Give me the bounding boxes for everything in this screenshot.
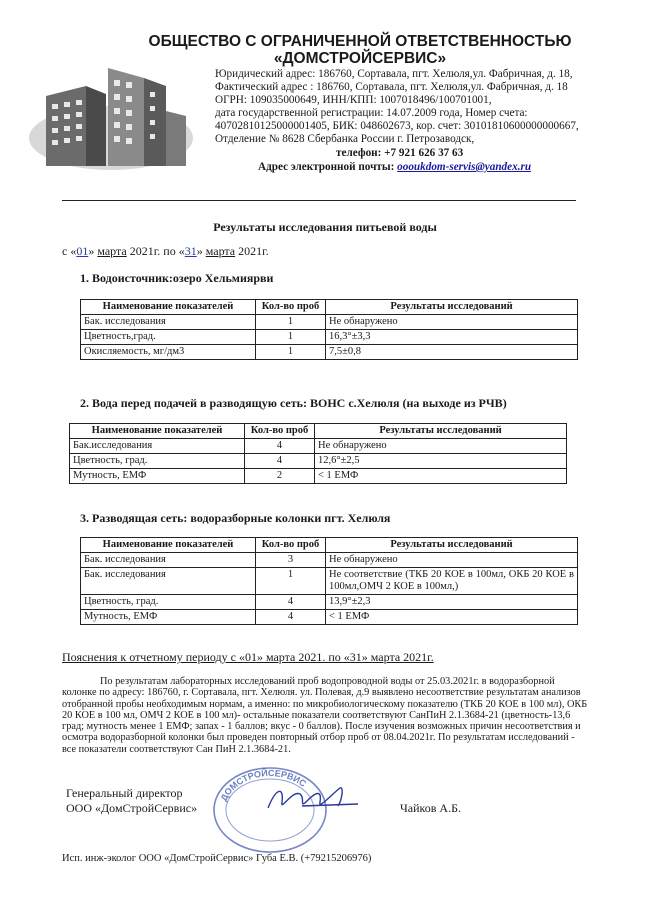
table-row <box>81 568 578 595</box>
table-row <box>70 469 567 484</box>
cell-samples: 1 <box>256 315 326 330</box>
section-heading-3: 3. Разводящая сеть: водоразборные колонки пгт. Хелюля <box>80 511 391 525</box>
legal-address: Юридический адрес: 186760, Сортавала, пгт. Хелюля,ул. Фабричная, д. 18, <box>215 68 573 80</box>
cell-indicator: Бак. исследования <box>81 553 256 568</box>
email-line <box>258 161 531 174</box>
cell-result: Не обнаружено <box>326 553 578 568</box>
cell-samples: 4 <box>256 595 326 610</box>
col-header-samples: Кол-во проб <box>256 300 326 315</box>
results-table-2 <box>69 423 567 484</box>
cell-result: Не соответствие (ТКБ 20 КОЕ в 100мл, ОКБ 20 КОЕ в 100мл,ОМЧ 2 КОЕ в 100мл,) <box>326 568 578 595</box>
cell-indicator: Цветность, град. <box>81 595 256 610</box>
signer-role-line2: ООО «ДомСтройСервис» <box>66 801 198 815</box>
table-row <box>81 595 578 610</box>
table-header-row <box>81 300 578 315</box>
cell-indicator: Цветность, град. <box>70 454 245 469</box>
executor-footer: Исп. инж-эколог ООО «ДомСтройСервис» Губа Е.В. (+79215206976) <box>62 853 372 864</box>
notes-paragraph: По результатам лабораторных исследований проб водопроводной воды от 25.03.2021г. в водоразборной колонке по адресу: 186760, г. Сортавала, пгт. Хелюля. ул. Полевая, д.9 выявлено несоответствие результатам анализов отобранной пробы необходимым нормам, а именно: по микробиологическому показателю (ТКБ 20 КОЕ в 100 мл), ОКБ 20 КОЕ в 100 мл, ОМЧ 2 КОЕ в 100 мл)- остальные показатели соответствуют СанПиН 2.1.3684-21 (цветность-13,6 град; мутность менее 1 ЕМФ; запах - 1 баллов; вкус - 0 баллов). После изучения возможных причин несоответствия и осмотра водоразборной колонки был проведен повторный отбор проб от 08.04.2021г. По результатам исследований - все показатели соответствуют Сан ПиН 2.1.3684-21. <box>62 676 588 755</box>
director-signature <box>262 780 362 818</box>
period-year-end: 2021г. <box>235 244 269 258</box>
bank-branch: Отделение № 8628 Сбербанка России г. Петрозаводск, <box>215 133 475 145</box>
period-day-start: 01 <box>76 244 89 258</box>
cell-result: < 1 ЕМФ <box>315 469 567 484</box>
cell-samples: 1 <box>256 330 326 345</box>
cell-result: 12,6°±2,5 <box>315 454 567 469</box>
cell-indicator: Бак.исследования <box>70 439 245 454</box>
signer-role-line1: Генеральный директор <box>66 786 183 800</box>
table-header-row <box>70 424 567 439</box>
col-header-results: Результаты исследований <box>315 424 567 439</box>
notes-heading: Пояснения к отчетному периоду с «01» марта 2021. по «31» марта 2021г. <box>62 650 434 664</box>
header-divider <box>62 200 576 201</box>
cell-indicator: Мутность, ЕМФ <box>70 469 245 484</box>
cell-indicator: Окисляемость, мг/дм3 <box>81 345 256 360</box>
cell-result: Не обнаружено <box>315 439 567 454</box>
cell-indicator: Бак. исследования <box>81 315 256 330</box>
col-header-samples: Кол-во проб <box>256 538 326 553</box>
period-sep-1: » <box>88 244 98 258</box>
org-title <box>100 33 620 67</box>
cell-samples: 4 <box>245 439 315 454</box>
registration-date: дата государственной регистрации: 14.07.2009 года, Номер счета: <box>215 107 528 119</box>
signer-role <box>66 786 197 816</box>
cell-indicator: Цветность,град. <box>81 330 256 345</box>
cell-samples: 4 <box>256 610 326 625</box>
notes-text <box>62 676 588 755</box>
document-title: Результаты исследования питьевой воды <box>213 220 437 234</box>
email-link[interactable]: oooukdom-servis@yandex.ru <box>397 161 532 173</box>
bank-accounts: 40702810125000001405, БИК: 048602673, кор. счет: 30101810600000000667, <box>215 120 579 132</box>
results-table-1 <box>80 299 578 360</box>
cell-samples: 1 <box>256 345 326 360</box>
section-heading-2: 2. Вода перед подачей в разводящую сеть: ВОНС с.Хелюля (на выходе из РЧВ) <box>80 396 507 410</box>
cell-result: < 1 ЕМФ <box>326 610 578 625</box>
cell-result: 16,3°±3,3 <box>326 330 578 345</box>
cell-result: 13,9°±2,3 <box>326 595 578 610</box>
cell-result: Не обнаружено <box>326 315 578 330</box>
actual-address: Фактический адрес : 186760, Сортавала, пгт. Хелюля,ул. Фабричная, д. 18 <box>215 81 568 93</box>
cell-indicator: Бак. исследования <box>81 568 256 595</box>
org-title-line1: ОБЩЕСТВО С ОГРАНИЧЕННОЙ ОТВЕТСТВЕННОСТЬЮ <box>148 33 572 50</box>
stamp-text: ДОМСТРОЙСЕРВИС <box>218 767 309 803</box>
signer-name: Чайков А.Б. <box>400 801 461 815</box>
email-label: Адрес электронной почты: <box>258 161 395 173</box>
cell-samples: 3 <box>256 553 326 568</box>
col-header-indicator: Наименование показателей <box>81 538 256 553</box>
period-day-end: 31 <box>184 244 197 258</box>
phone: телефон: +7 921 626 37 63 <box>336 147 464 159</box>
period-sep-2: » <box>196 244 206 258</box>
period-prefix: с « <box>62 244 77 258</box>
table-row <box>81 610 578 625</box>
section-heading-1: 1. Водоисточник:озеро Хельмиярви <box>80 271 274 285</box>
period-year-start: 2021г. по « <box>126 244 185 258</box>
cell-samples: 4 <box>245 454 315 469</box>
cell-indicator: Мутность, ЕМФ <box>81 610 256 625</box>
cell-samples: 1 <box>256 568 326 595</box>
report-period <box>62 244 269 259</box>
table-row <box>81 345 578 360</box>
table-row <box>70 454 567 469</box>
col-header-results: Результаты исследований <box>326 538 578 553</box>
cell-result: 7,5±0,8 <box>326 345 578 360</box>
table-row <box>81 330 578 345</box>
col-header-samples: Кол-во проб <box>245 424 315 439</box>
results-table-3 <box>80 537 578 625</box>
table-row <box>70 439 567 454</box>
period-month-end: марта <box>205 244 236 258</box>
table-row <box>81 553 578 568</box>
cell-samples: 2 <box>245 469 315 484</box>
company-logo <box>26 56 196 176</box>
col-header-results: Результаты исследований <box>326 300 578 315</box>
period-month-start: марта <box>97 244 127 258</box>
ogrn-inn: ОГРН: 109035000649, ИНН/КПП: 1007018496/100701001, <box>215 94 492 106</box>
table-header-row <box>81 538 578 553</box>
col-header-indicator: Наименование показателей <box>70 424 245 439</box>
table-row <box>81 315 578 330</box>
col-header-indicator: Наименование показателей <box>81 300 256 315</box>
org-title-line2: «ДОМСТРОЙСЕРВИС» <box>273 50 447 67</box>
